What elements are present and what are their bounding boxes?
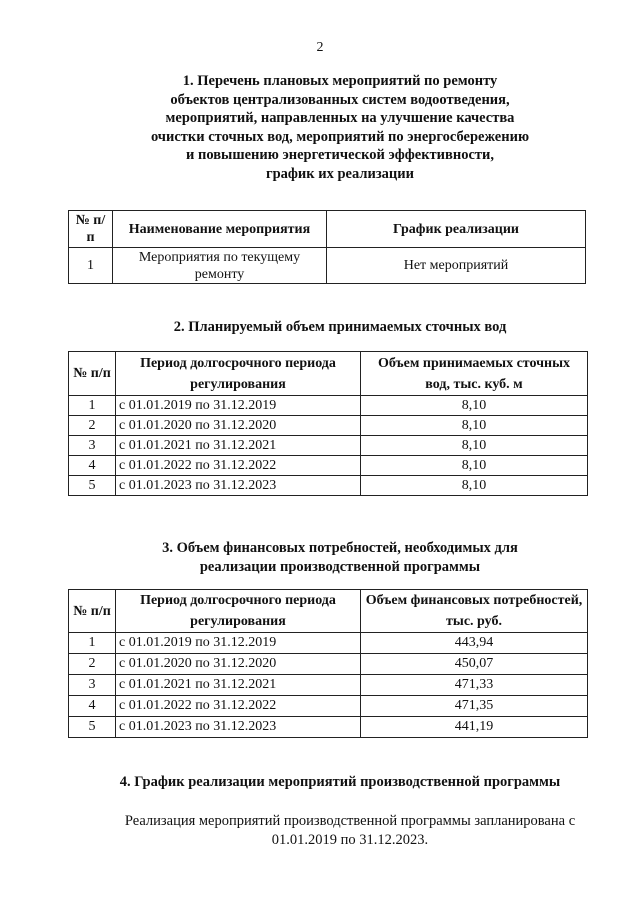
cell-volume: 8,10 (361, 396, 588, 416)
table-row (69, 476, 588, 496)
table-row (69, 456, 588, 476)
table-row (69, 396, 588, 416)
col-header-schedule: График реализации (327, 211, 586, 248)
section1-title-line: график их реализации (265, 165, 414, 182)
table-header-row (69, 590, 588, 633)
cell-finance: 471,35 (361, 696, 588, 717)
col-header-num: № п/п (69, 352, 116, 396)
cell-num: 5 (69, 717, 116, 738)
section1-title-line: объектов централизованных систем водоотведения, (170, 91, 510, 108)
cell-num: 1 (69, 396, 116, 416)
cell-num: 1 (69, 248, 113, 284)
col-header-num: № п/п (69, 590, 116, 633)
cell-num: 4 (69, 696, 116, 717)
col-header-name: Наименование мероприятия (113, 211, 327, 248)
section1-title-line: и повышению энергетической эффективности, (186, 147, 494, 163)
section2-title (60, 318, 620, 337)
table-row (69, 717, 588, 738)
cell-period: с 01.01.2020 по 31.12.2020 (116, 416, 361, 436)
cell-period: с 01.01.2021 по 31.12.2021 (116, 675, 361, 696)
table-row (69, 654, 588, 675)
section1-title-line: очистки сточных вод, мероприятий по энергосбережению (150, 128, 530, 145)
table-row (69, 436, 588, 456)
cell-schedule: Нет мероприятий (327, 248, 586, 284)
table-financial-needs (68, 589, 588, 738)
cell-period: с 01.01.2019 по 31.12.2019 (116, 633, 361, 654)
col-header-finance: Объем финансовых потребностей, тыс. руб. (361, 590, 588, 633)
section2-title-text: 2. Планируемый объем принимаемых сточных вод (173, 319, 507, 335)
col-header-period: Период долгосрочного периода регулирования (116, 352, 361, 396)
section1-title-line: мероприятий, направленных на улучшение качества (165, 110, 515, 126)
section3-title-line: реализации производственной программы (199, 558, 481, 575)
section3-title (60, 539, 620, 576)
cell-period: с 01.01.2021 по 31.12.2021 (116, 436, 361, 456)
col-header-period: Период долгосрочного периода регулирования (116, 590, 361, 633)
paragraph-line: 01.01.2019 по 31.12.2023. (271, 832, 429, 848)
cell-volume: 8,10 (361, 476, 588, 496)
cell-period: с 01.01.2022 по 31.12.2022 (116, 696, 361, 717)
table-header-row (69, 352, 588, 396)
col-header-num: № п/п (69, 211, 113, 248)
cell-num: 4 (69, 456, 116, 476)
paragraph-line: Реализация мероприятий производственной программы запланирована с (124, 813, 576, 829)
cell-finance: 471,33 (361, 675, 588, 696)
section1-title-line: 1. Перечень плановых мероприятий по ремонту (182, 73, 498, 89)
cell-num: 3 (69, 675, 116, 696)
section3-title-line: 3. Объем финансовых потребностей, необходимых для (162, 540, 518, 556)
table-wastewater-volume (68, 351, 588, 496)
cell-num: 3 (69, 436, 116, 456)
cell-period: с 01.01.2022 по 31.12.2022 (116, 456, 361, 476)
cell-finance: 443,94 (361, 633, 588, 654)
table-row (69, 633, 588, 654)
table-row (69, 248, 586, 284)
cell-finance: 450,07 (361, 654, 588, 675)
cell-num: 1 (69, 633, 116, 654)
section1-title (60, 72, 620, 183)
cell-volume: 8,10 (361, 456, 588, 476)
section4-paragraph (100, 812, 600, 850)
cell-period: с 01.01.2020 по 31.12.2020 (116, 654, 361, 675)
cell-volume: 8,10 (361, 436, 588, 456)
cell-num: 5 (69, 476, 116, 496)
page-number: 2 (316, 40, 324, 55)
cell-period: с 01.01.2023 по 31.12.2023 (116, 476, 361, 496)
cell-period: с 01.01.2019 по 31.12.2019 (116, 396, 361, 416)
section4-title-text: 4. График реализации мероприятий производственной программы (119, 774, 561, 790)
table-header-row (69, 211, 586, 248)
table-row (69, 675, 588, 696)
table-activities (68, 210, 586, 284)
section4-title (40, 773, 640, 792)
cell-num: 2 (69, 416, 116, 436)
table-row (69, 696, 588, 717)
cell-volume: 8,10 (361, 416, 588, 436)
table-row (69, 416, 588, 436)
cell-num: 2 (69, 654, 116, 675)
col-header-volume: Объем принимаемых сточных вод, тыс. куб. м (361, 352, 588, 396)
cell-period: с 01.01.2023 по 31.12.2023 (116, 717, 361, 738)
cell-finance: 441,19 (361, 717, 588, 738)
cell-activity-name: Мероприятия по текущему ремонту (113, 248, 327, 284)
